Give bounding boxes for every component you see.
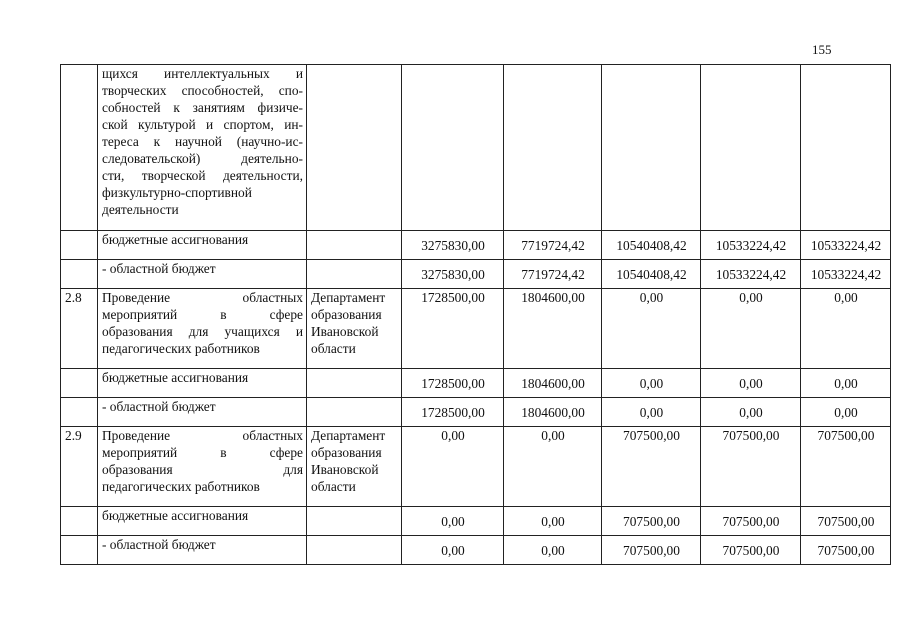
- description-line: творческих способностей, спо-: [102, 83, 303, 98]
- page-number: 155: [812, 42, 832, 57]
- row-label: - областной бюджет: [98, 536, 307, 565]
- index-cell: 2.9: [61, 427, 98, 507]
- row-label: - областной бюджет: [98, 398, 307, 427]
- value-cell: 0,00: [801, 369, 891, 398]
- value-cell: 0,00: [402, 536, 504, 565]
- index-cell: 2.8: [61, 289, 98, 369]
- description-line: Проведение областных: [102, 428, 303, 443]
- index-cell: [61, 536, 98, 565]
- value-cell: [402, 65, 504, 231]
- description-cell: [98, 427, 307, 507]
- value-cell: 1728500,00: [402, 398, 504, 427]
- description-line: педагогических работников: [102, 479, 260, 494]
- table-row: [61, 398, 891, 427]
- value-cell: 1728500,00: [402, 369, 504, 398]
- value-cell: 10533224,42: [701, 260, 801, 289]
- value-cell: 707500,00: [701, 507, 801, 536]
- value-cell: 707500,00: [602, 536, 701, 565]
- description-cell: [98, 289, 307, 369]
- description-line: ской культурой и спортом, ин-: [102, 117, 303, 132]
- department-line: области: [311, 479, 356, 494]
- department-cell: [307, 536, 402, 565]
- table-row: [61, 260, 891, 289]
- department-line: Ивановской: [311, 324, 379, 339]
- value-cell: 0,00: [701, 369, 801, 398]
- table-row: [61, 369, 891, 398]
- value-cell: 1804600,00: [504, 289, 602, 369]
- department-line: Ивановской: [311, 462, 379, 477]
- value-cell: 7719724,42: [504, 260, 602, 289]
- value-cell: 10540408,42: [602, 231, 701, 260]
- department-cell: [307, 427, 402, 507]
- value-cell: 7719724,42: [504, 231, 602, 260]
- index-cell: [61, 260, 98, 289]
- value-cell: 10533224,42: [801, 260, 891, 289]
- department-cell: [307, 289, 402, 369]
- value-cell: 1728500,00: [402, 289, 504, 369]
- description-line: физкультурно-спортивной: [102, 185, 252, 200]
- budget-table: [60, 64, 891, 565]
- value-cell: 3275830,00: [402, 260, 504, 289]
- table-row: [61, 427, 891, 507]
- value-cell: 0,00: [504, 427, 602, 507]
- row-label: бюджетные ассигнования: [98, 231, 307, 260]
- department-line: образования: [311, 307, 382, 322]
- value-cell: [504, 65, 602, 231]
- description-line: мероприятий в сфере: [102, 445, 303, 460]
- description-line: педагогических работников: [102, 341, 260, 356]
- value-cell: 1804600,00: [504, 398, 602, 427]
- value-cell: 707500,00: [701, 536, 801, 565]
- value-cell: 0,00: [602, 369, 701, 398]
- value-cell: 0,00: [602, 289, 701, 369]
- description-line: следовательской) деятельно-: [102, 151, 303, 166]
- description-line: образования для: [102, 462, 303, 477]
- value-cell: [602, 65, 701, 231]
- value-cell: 0,00: [701, 398, 801, 427]
- department-cell: [307, 65, 402, 231]
- table-row: [61, 507, 891, 536]
- value-cell: 707500,00: [801, 427, 891, 507]
- row-label: бюджетные ассигнования: [98, 507, 307, 536]
- department-cell: [307, 369, 402, 398]
- value-cell: 707500,00: [602, 507, 701, 536]
- description-line: сти, творческой деятельности,: [102, 168, 303, 183]
- value-cell: 10540408,42: [602, 260, 701, 289]
- department-cell: [307, 398, 402, 427]
- table-row: [61, 231, 891, 260]
- value-cell: 10533224,42: [701, 231, 801, 260]
- department-cell: [307, 507, 402, 536]
- table-row: [61, 65, 891, 231]
- row-label: - областной бюджет: [98, 260, 307, 289]
- department-cell: [307, 231, 402, 260]
- value-cell: 0,00: [701, 289, 801, 369]
- department-cell: [307, 260, 402, 289]
- value-cell: 0,00: [402, 427, 504, 507]
- index-cell: [61, 231, 98, 260]
- department-line: области: [311, 341, 356, 356]
- value-cell: 0,00: [801, 289, 891, 369]
- value-cell: 0,00: [402, 507, 504, 536]
- description-line: собностей к занятиям физиче-: [102, 100, 303, 115]
- description-cell: [98, 65, 307, 231]
- index-cell: [61, 507, 98, 536]
- value-cell: 707500,00: [701, 427, 801, 507]
- description-line: тереса к научной (научно-ис-: [102, 134, 303, 149]
- value-cell: 0,00: [801, 398, 891, 427]
- value-cell: 0,00: [504, 536, 602, 565]
- value-cell: 707500,00: [801, 536, 891, 565]
- description-line: мероприятий в сфере: [102, 307, 303, 322]
- value-cell: 707500,00: [602, 427, 701, 507]
- department-line: Департамент: [311, 290, 386, 305]
- table-row: [61, 536, 891, 565]
- value-cell: 1804600,00: [504, 369, 602, 398]
- description-line: образования для учащихся и: [102, 324, 303, 339]
- value-cell: 707500,00: [801, 507, 891, 536]
- department-line: Департамент: [311, 428, 386, 443]
- value-cell: 0,00: [602, 398, 701, 427]
- index-cell: [61, 65, 98, 231]
- table-row: [61, 289, 891, 369]
- description-line: Проведение областных: [102, 290, 303, 305]
- index-cell: [61, 398, 98, 427]
- value-cell: 0,00: [504, 507, 602, 536]
- index-cell: [61, 369, 98, 398]
- value-cell: [701, 65, 801, 231]
- description-line: щихся интеллектуальных и: [102, 66, 303, 81]
- value-cell: 10533224,42: [801, 231, 891, 260]
- row-label: бюджетные ассигнования: [98, 369, 307, 398]
- value-cell: [801, 65, 891, 231]
- value-cell: 3275830,00: [402, 231, 504, 260]
- department-line: образования: [311, 445, 382, 460]
- description-line: деятельности: [102, 202, 179, 217]
